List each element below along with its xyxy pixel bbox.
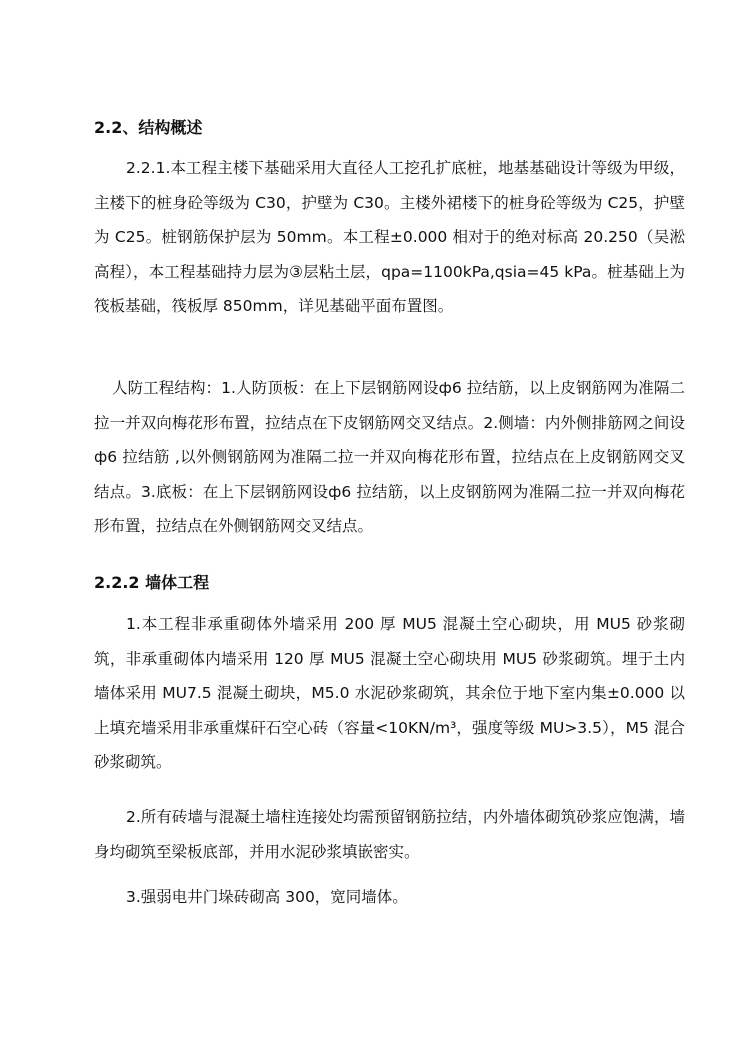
section-heading-2-2-2: 2.2.2 墙体工程: [94, 573, 210, 592]
section-heading-2-2: 2.2、结构概述: [94, 118, 203, 137]
paragraph-civil-defense-structure: 人防工程结构：1.人防顶板：在上下层钢筋网设ф6 拉结筋，以上皮钢筋网为准隔二拉一并双向梅花形布置，拉结点在下皮钢筋网交叉结点。2.侧墙：内外侧排筋网之间设ф6 拉结筋 ,以外侧钢筋网为准隔二拉一并双向梅花形布置，拉结点在上皮钢筋网交叉结点。3.底板：在上下层钢筋网设ф6 拉结筋，以上皮钢筋网为准隔二拉一并双向梅花形布置，拉结点在外侧钢筋网交叉结点。: [94, 379, 685, 535]
paragraph-2-2-1-foundation: 2.2.1.本工程主楼下基础采用大直径人工挖孔扩底桩，地基基础设计等级为甲级，主楼下的桩身砼等级为 C30，护壁为 C30。主楼外裙楼下的桩身砼等级为 C25，护壁为 C25。桩钢筋保护层为 50mm。本工程±0.000 相对于的绝对标高 20.250（吴淞高程），本工程基础持力层为③层粘土层，qpa=1100kPa,qsia=45 kPa。桩基础上为筏板基础，筏板厚 850mm，详见基础平面布置图。: [94, 159, 685, 315]
paragraph-shaft-door-pier: 3.强弱电井门垛砖砌高 300，宽同墙体。: [126, 888, 408, 906]
paragraph-wall-materials: 1.本工程非承重砌体外墙采用 200 厚 MU5 混凝土空心砌块，用 MU5 砂浆砌筑，非承重砌体内墙采用 120 厚 MU5 混凝土空心砌块用 MU5 砂浆砌筑。埋于土内墙体采用 MU7.5 混凝土砌块，M5.0 水泥砂浆砌筑，其余位于地下室内集±0.000 以上填充墙采用非承重煤矸石空心砖（容量<10KN/m³，强度等级 MU>3.5），M5 混合砂浆砌筑。: [94, 615, 685, 771]
paragraph-wall-tie-bars: 2.所有砖墙与混凝土墙柱连接处均需预留钢筋拉结，内外墙体砌筑砂浆应饱满，墙身均砌筑至梁板底部，并用水泥砂浆填嵌密实。: [94, 808, 685, 861]
